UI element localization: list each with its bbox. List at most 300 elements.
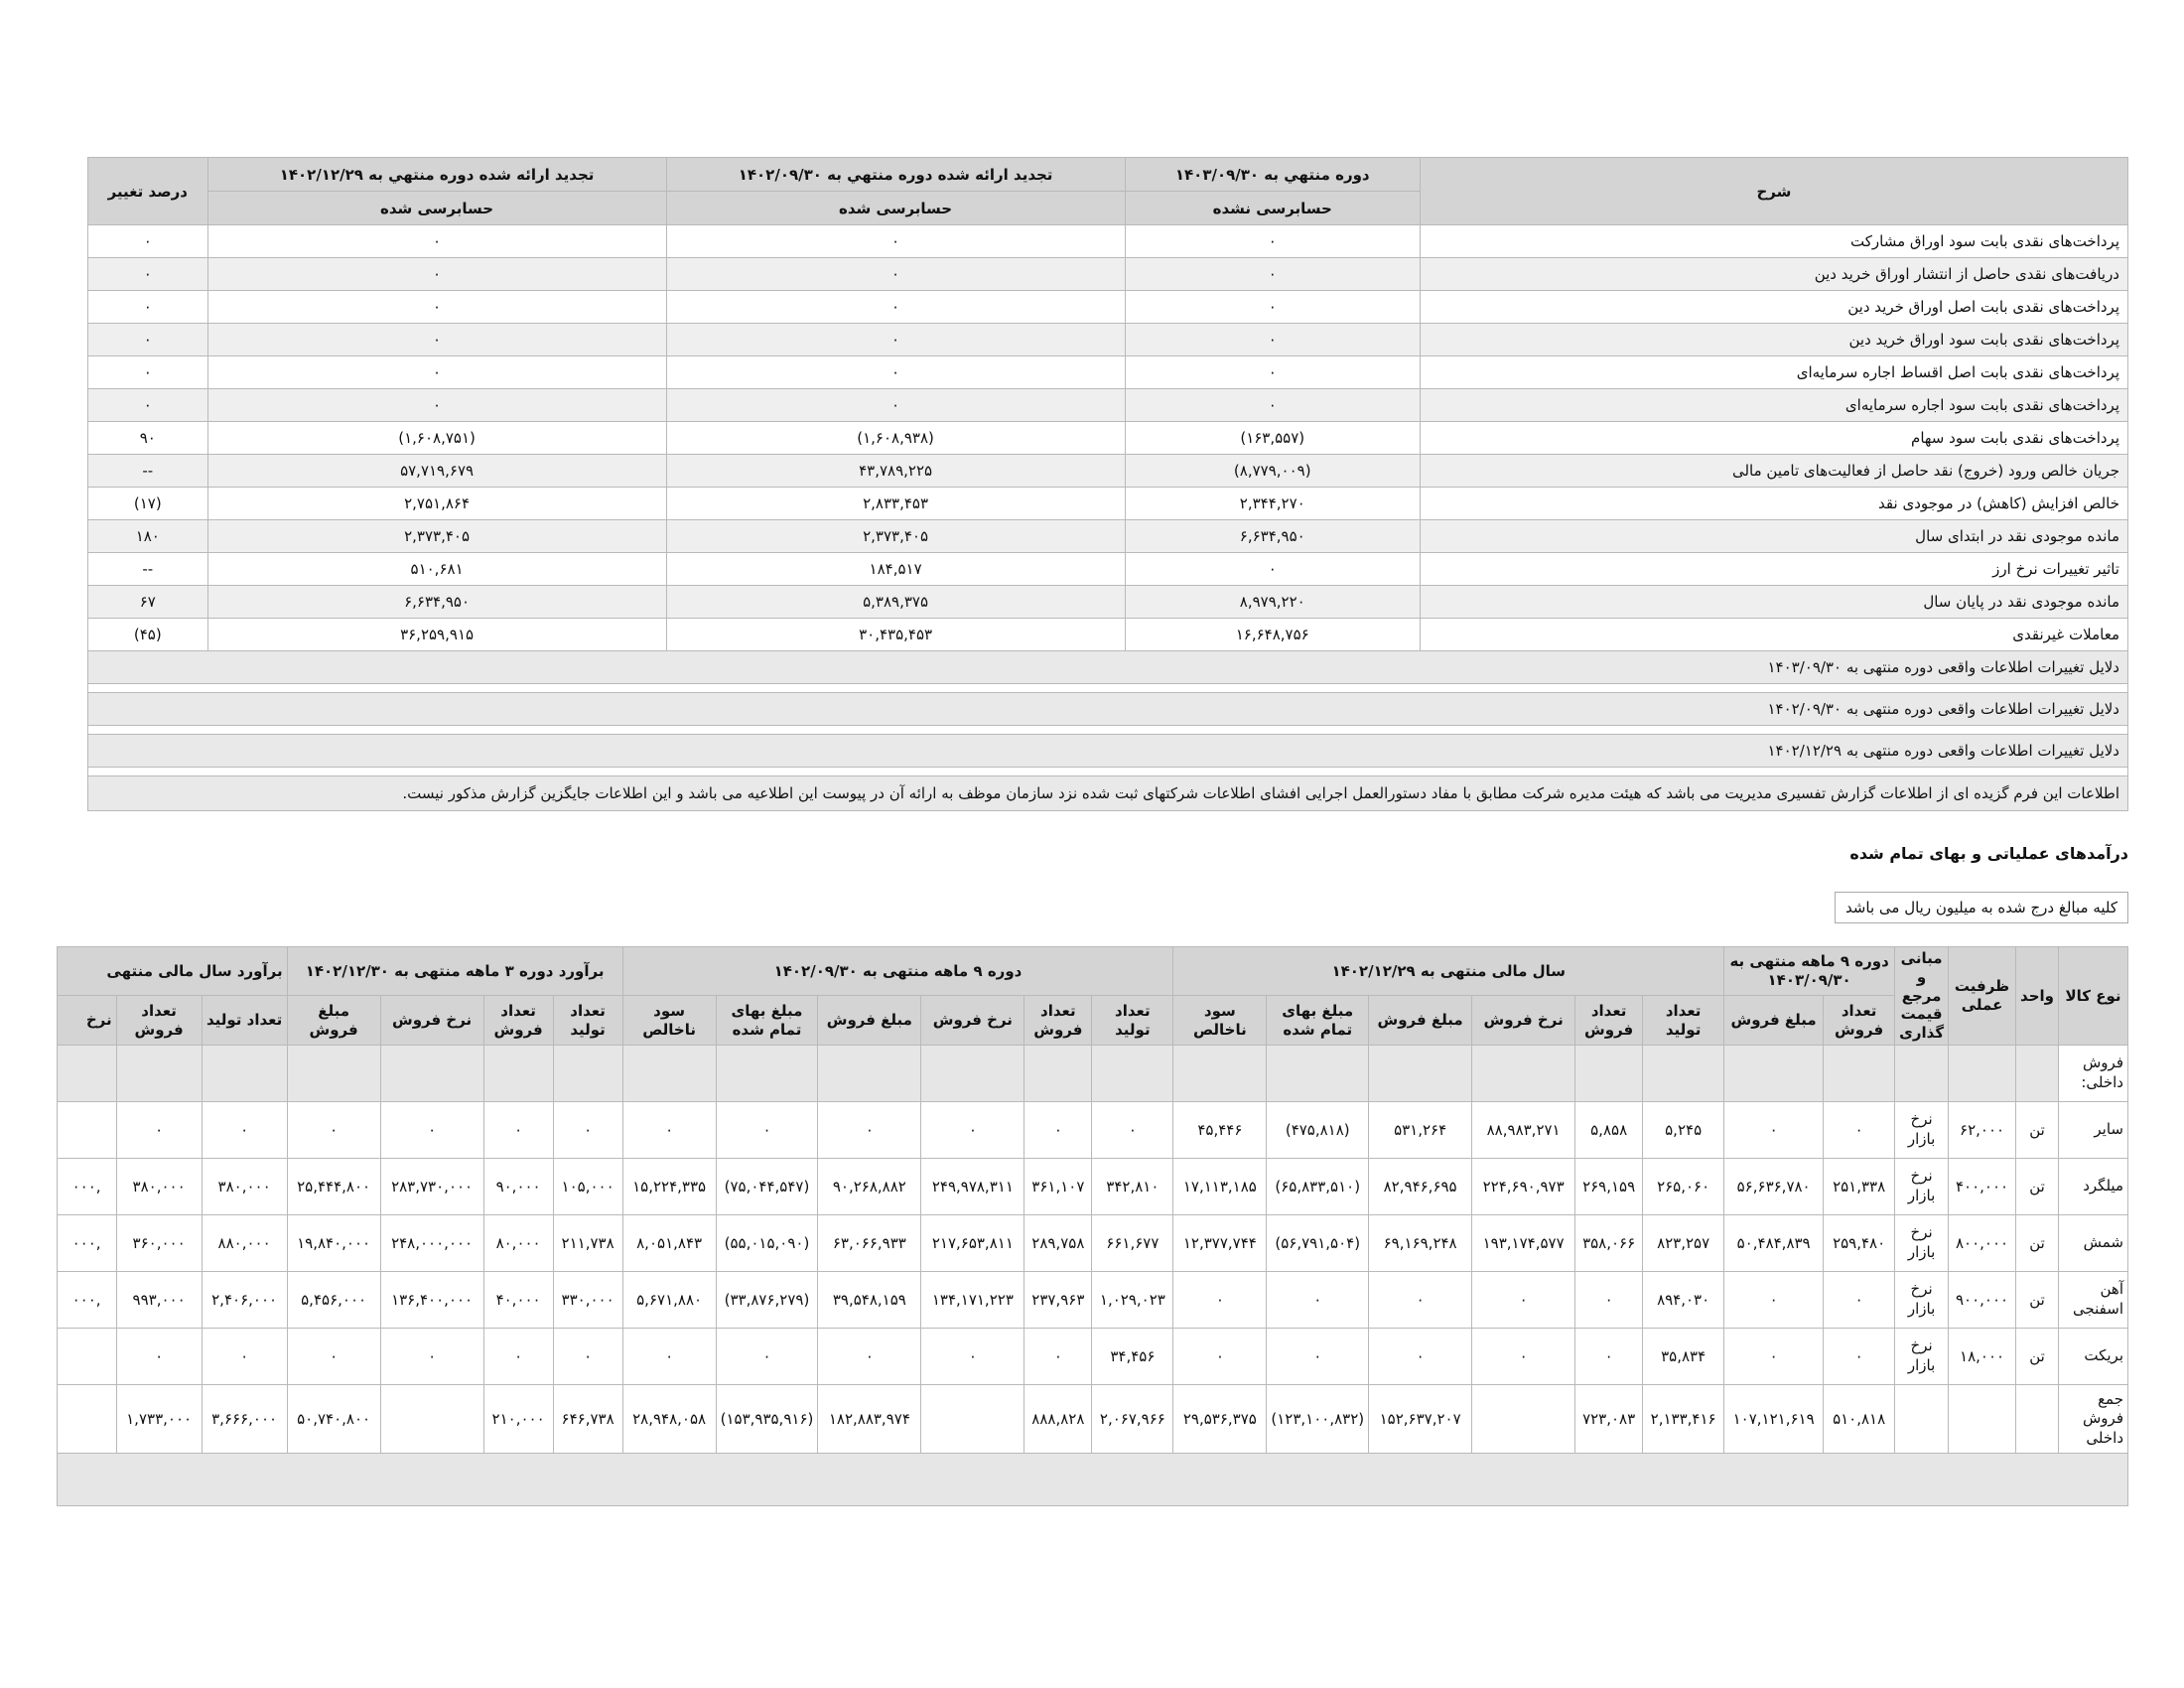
empty-cell bbox=[1824, 1045, 1895, 1101]
cell-c4: -- bbox=[88, 455, 208, 488]
cell-c1: ۲,۳۴۴,۲۷۰ bbox=[1125, 488, 1420, 520]
cell-a1: ۰ bbox=[1824, 1101, 1895, 1158]
cell-a2: ۰ bbox=[1724, 1101, 1824, 1158]
cell-a2: ۰ bbox=[1724, 1271, 1824, 1328]
total-c2: ۸۸۸,۸۲۸ bbox=[1024, 1384, 1092, 1453]
product-name: میلگرد bbox=[2059, 1158, 2128, 1214]
cell-c4: (۱۷) bbox=[88, 488, 208, 520]
total-c1: ۲,۰۶۷,۹۶۶ bbox=[1092, 1384, 1173, 1453]
total-e1: ۳,۶۶۶,۰۰۰ bbox=[202, 1384, 287, 1453]
empty-cell bbox=[380, 1045, 483, 1101]
cell-d1: ۱۰۵,۰۰۰ bbox=[553, 1158, 622, 1214]
cashflow-row bbox=[88, 619, 2128, 651]
total-b4: ۱۵۲,۶۳۷,۲۰۷ bbox=[1369, 1384, 1472, 1453]
cell-c4: ۰ bbox=[88, 324, 208, 356]
cell-b4: ۵۳۱,۲۶۴ bbox=[1369, 1101, 1472, 1158]
cell-e2: ۰ bbox=[116, 1101, 202, 1158]
price-reference: نرخ بازار bbox=[1895, 1328, 1949, 1384]
footer-cell bbox=[57, 1453, 2127, 1505]
cell-b4: ۰ bbox=[1369, 1328, 1472, 1384]
cell-d1: ۳۳۰,۰۰۰ bbox=[553, 1271, 622, 1328]
row-desc: پرداخت‌های نقدی بابت اصل اقساط اجاره سرمایه‌ای bbox=[1420, 356, 2127, 389]
cell-b1: ۳۵,۸۳۴ bbox=[1643, 1328, 1724, 1384]
price-reference: نرخ بازار bbox=[1895, 1101, 1949, 1158]
empty-cell bbox=[2016, 1045, 2059, 1101]
cashflow-row bbox=[88, 356, 2128, 389]
header-sales-qty: تعداد فروش bbox=[1824, 996, 1895, 1045]
cell-a2: ۵۶,۶۳۶,۷۸۰ bbox=[1724, 1158, 1824, 1214]
total-b2: ۷۲۳,۰۸۳ bbox=[1575, 1384, 1643, 1453]
cell-c6: ۰ bbox=[622, 1328, 716, 1384]
cell-c3: ۰ bbox=[207, 389, 666, 422]
cell-c5: (۷۵,۰۴۴,۵۴۷) bbox=[716, 1158, 818, 1214]
change-reason-input[interactable] bbox=[88, 726, 2128, 735]
change-reason-row bbox=[88, 693, 2128, 726]
cell-a1: ۰ bbox=[1824, 1271, 1895, 1328]
empty-cell bbox=[2016, 1384, 2059, 1453]
cell-b5: (۶۵,۸۳۳,۵۱۰) bbox=[1267, 1158, 1369, 1214]
cell-b3: ۰ bbox=[1472, 1271, 1575, 1328]
revenue-table-container[interactable] bbox=[38, 946, 2128, 1552]
cashflow-row bbox=[88, 520, 2128, 553]
cell-c2: (۱,۶۰۸,۹۳۸) bbox=[666, 422, 1125, 455]
header-group-9m-1403: دوره ۹ ماهه منتهی به ۱۴۰۳/۰۹/۳۰ bbox=[1724, 947, 1895, 996]
cell-d4: ۵,۴۵۶,۰۰۰ bbox=[287, 1271, 380, 1328]
cell-d4: ۱۹,۸۴۰,۰۰۰ bbox=[287, 1214, 380, 1271]
cashflow-row bbox=[88, 488, 2128, 520]
total-b1: ۲,۱۳۳,۴۱۶ bbox=[1643, 1384, 1724, 1453]
cell-b3: ۸۸,۹۸۳,۲۷۱ bbox=[1472, 1101, 1575, 1158]
cell-c4: ۰ bbox=[818, 1101, 921, 1158]
cell-b5: ۰ bbox=[1267, 1328, 1369, 1384]
row-desc: جریان خالص ورود (خروج) نقد حاصل از فعالیت‌های تامین مالی bbox=[1420, 455, 2127, 488]
product-unit: تن bbox=[2016, 1158, 2059, 1214]
cell-c1: ۳۴۲,۸۱۰ bbox=[1092, 1158, 1173, 1214]
product-capacity: ۹۰۰,۰۰۰ bbox=[1949, 1271, 2016, 1328]
cell-c5: (۳۳,۸۷۶,۲۷۹) bbox=[716, 1271, 818, 1328]
price-reference: نرخ بازار bbox=[1895, 1214, 1949, 1271]
cell-b2: ۳۵۸,۰۶۶ bbox=[1575, 1214, 1643, 1271]
cell-e3: ,۰۰۰ bbox=[57, 1271, 116, 1328]
section-title: درآمدهای عملیاتی و بهای تمام شده bbox=[1849, 844, 2128, 863]
cell-c3: ۲,۳۷۳,۴۰۵ bbox=[207, 520, 666, 553]
cell-c2: ۰ bbox=[666, 258, 1125, 291]
empty-cell bbox=[287, 1045, 380, 1101]
cashflow-row bbox=[88, 291, 2128, 324]
cell-c2: ۰ bbox=[666, 291, 1125, 324]
total-d2: ۲۱۰,۰۰۰ bbox=[483, 1384, 553, 1453]
empty-cell bbox=[1092, 1045, 1173, 1101]
empty-cell bbox=[1575, 1045, 1643, 1101]
cell-c1: ۶۶۱,۶۷۷ bbox=[1092, 1214, 1173, 1271]
cell-a1: ۰ bbox=[1824, 1328, 1895, 1384]
cell-c4: ۰ bbox=[88, 291, 208, 324]
cell-d2: ۹۰,۰۰۰ bbox=[483, 1158, 553, 1214]
price-reference: نرخ بازار bbox=[1895, 1158, 1949, 1214]
header-sales-amount: مبلغ فروش bbox=[1724, 996, 1824, 1045]
cell-e1: ۳۸۰,۰۰۰ bbox=[202, 1158, 287, 1214]
product-name: بریکت bbox=[2059, 1328, 2128, 1384]
cell-c4: (۴۵) bbox=[88, 619, 208, 651]
cell-c1: ۰ bbox=[1125, 356, 1420, 389]
cell-d3: ۰ bbox=[380, 1328, 483, 1384]
cell-b2: ۲۶۹,۱۵۹ bbox=[1575, 1158, 1643, 1214]
empty-cell bbox=[1724, 1045, 1824, 1101]
cell-e1: ۸۸۰,۰۰۰ bbox=[202, 1214, 287, 1271]
empty-cell bbox=[202, 1045, 287, 1101]
header-sales-amount: مبلغ فروش bbox=[818, 996, 921, 1045]
cell-c3: ۰ bbox=[921, 1101, 1024, 1158]
price-reference: نرخ بازار bbox=[1895, 1271, 1949, 1328]
cashflow-row bbox=[88, 422, 2128, 455]
cell-b6: ۱۷,۱۱۳,۱۸۵ bbox=[1173, 1158, 1267, 1214]
cell-e1: ۲,۴۰۶,۰۰۰ bbox=[202, 1271, 287, 1328]
cell-c6: ۱۵,۲۲۴,۳۳۵ bbox=[622, 1158, 716, 1214]
change-reason-value bbox=[88, 768, 2128, 776]
cash-flow-table bbox=[87, 157, 2128, 811]
cell-c2: ۰ bbox=[666, 389, 1125, 422]
cell-c3: ۲۴۹,۹۷۸,۳۱۱ bbox=[921, 1158, 1024, 1214]
cashflow-row bbox=[88, 225, 2128, 258]
cell-c1: (۱۶۳,۵۵۷) bbox=[1125, 422, 1420, 455]
row-desc: معاملات غیرنقدی bbox=[1420, 619, 2127, 651]
cell-c3: ۳۶,۲۵۹,۹۱۵ bbox=[207, 619, 666, 651]
cell-c3: ۲۱۷,۶۵۳,۸۱۱ bbox=[921, 1214, 1024, 1271]
cell-a2: ۰ bbox=[1724, 1328, 1824, 1384]
row-desc: پرداخت‌های نقدی بابت سود اوراق خرید دین bbox=[1420, 324, 2127, 356]
cell-b1: ۵,۲۴۵ bbox=[1643, 1101, 1724, 1158]
cell-a1: ۲۵۹,۴۸۰ bbox=[1824, 1214, 1895, 1271]
empty-cell bbox=[1173, 1045, 1267, 1101]
cell-c2: ۰ bbox=[1024, 1101, 1092, 1158]
product-name: سایر bbox=[2059, 1101, 2128, 1158]
total-e2: ۱,۷۳۳,۰۰۰ bbox=[116, 1384, 202, 1453]
cell-c1: ۶,۶۳۴,۹۵۰ bbox=[1125, 520, 1420, 553]
cell-b3: ۰ bbox=[1472, 1328, 1575, 1384]
cell-c3: ۲,۷۵۱,۸۶۴ bbox=[207, 488, 666, 520]
header-sales-qty: تعداد فروش bbox=[116, 996, 202, 1045]
product-unit: تن bbox=[2016, 1271, 2059, 1328]
header-group-year-estimate: برآورد سال مالی منتهی bbox=[57, 947, 287, 996]
change-reason-input[interactable] bbox=[88, 684, 2128, 693]
change-reason-label: دلایل تغییرات اطلاعات واقعی دوره منتهی به ۱۴۰۲/۰۹/۳۰ bbox=[88, 693, 2128, 726]
cell-a2: ۵۰,۴۸۴,۸۳۹ bbox=[1724, 1214, 1824, 1271]
cell-e3: ,۰۰۰ bbox=[57, 1214, 116, 1271]
empty-cell bbox=[716, 1045, 818, 1101]
cell-b1: ۲۶۵,۰۶۰ bbox=[1643, 1158, 1724, 1214]
cell-c2: ۲۸۹,۷۵۸ bbox=[1024, 1214, 1092, 1271]
row-desc: پرداخت‌های نقدی بابت سود اوراق مشارکت bbox=[1420, 225, 2127, 258]
cell-d1: ۰ bbox=[553, 1101, 622, 1158]
cell-c2: ۴۳,۷۸۹,۲۲۵ bbox=[666, 455, 1125, 488]
cell-d3: ۲۴۸,۰۰۰,۰۰۰ bbox=[380, 1214, 483, 1271]
cell-c3: ۱۳۴,۱۷۱,۲۲۳ bbox=[921, 1271, 1024, 1328]
cashflow-row bbox=[88, 553, 2128, 586]
empty-cell bbox=[116, 1045, 202, 1101]
header-group-9m-1402: دوره ۹ ماهه منتهی به ۱۴۰۲/۰۹/۳۰ bbox=[622, 947, 1173, 996]
cell-c6: ۵,۶۷۱,۸۸۰ bbox=[622, 1271, 716, 1328]
header-sales-amount: مبلغ فروش bbox=[1369, 996, 1472, 1045]
cell-d2: ۴۰,۰۰۰ bbox=[483, 1271, 553, 1328]
cell-c1: ۰ bbox=[1092, 1101, 1173, 1158]
cell-b1: ۸۹۴,۰۳۰ bbox=[1643, 1271, 1724, 1328]
cashflow-row bbox=[88, 455, 2128, 488]
total-a2: ۱۰۷,۱۲۱,۶۱۹ bbox=[1724, 1384, 1824, 1453]
empty-cell bbox=[553, 1045, 622, 1101]
change-reason-label: دلایل تغییرات اطلاعات واقعی دوره منتهی به ۱۴۰۲/۱۲/۲۹ bbox=[88, 735, 2128, 768]
header-unit: واحد bbox=[2016, 947, 2059, 1046]
product-unit: تن bbox=[2016, 1214, 2059, 1271]
cell-c4: ۰ bbox=[88, 225, 208, 258]
cell-c1: ۰ bbox=[1125, 258, 1420, 291]
cell-c3: ۰ bbox=[207, 291, 666, 324]
cell-c2: ۳۰,۴۳۵,۴۵۳ bbox=[666, 619, 1125, 651]
change-reason-row bbox=[88, 735, 2128, 768]
cell-c1: ۸,۹۷۹,۲۲۰ bbox=[1125, 586, 1420, 619]
cell-c1: ۰ bbox=[1125, 389, 1420, 422]
cell-c4: ۰ bbox=[88, 258, 208, 291]
cell-c4: ۹۰ bbox=[88, 422, 208, 455]
cell-c1: ۰ bbox=[1125, 553, 1420, 586]
empty-cell bbox=[57, 1045, 116, 1101]
revenue-table bbox=[57, 946, 2128, 1506]
disclaimer-text: اطلاعات این فرم گزیده ای از اطلاعات گزارش تفسیری مدیریت می باشد که هیئت مدیره شرکت مطابق با مفاد دستورالعمل اجرایی افشای اطلاعات شرکتهای ثبت شده نزد سازمان موظف به ارائه آن در پیوست این اطلاعیه می باشد و این اطلاعات جایگزین گزارش مذکور نیست. bbox=[88, 776, 2128, 811]
header-audit-status-3: حسابرسی شده bbox=[207, 192, 666, 225]
cell-d1: ۲۱۱,۷۳۸ bbox=[553, 1214, 622, 1271]
row-desc: خالص افزایش (کاهش) در موجودی نقد bbox=[1420, 488, 2127, 520]
cell-c6: ۰ bbox=[622, 1101, 716, 1158]
cell-c1: ۳۴,۴۵۶ bbox=[1092, 1328, 1173, 1384]
cell-c2: ۰ bbox=[666, 356, 1125, 389]
cell-c3: ۰ bbox=[207, 324, 666, 356]
section-row bbox=[57, 1045, 2127, 1101]
cell-e3 bbox=[57, 1101, 116, 1158]
header-product: نوع کالا bbox=[2059, 947, 2128, 1046]
total-b5: (۱۲۳,۱۰۰,۸۳۲) bbox=[1267, 1384, 1369, 1453]
cell-c1: ۰ bbox=[1125, 324, 1420, 356]
product-row bbox=[57, 1101, 2127, 1158]
cell-d4: ۰ bbox=[287, 1328, 380, 1384]
cell-c2: ۵,۳۸۹,۳۷۵ bbox=[666, 586, 1125, 619]
cell-c4: ۳۹,۵۴۸,۱۵۹ bbox=[818, 1271, 921, 1328]
header-audit-status-2: حسابرسی شده bbox=[666, 192, 1125, 225]
empty-cell bbox=[1369, 1045, 1472, 1101]
cashflow-row bbox=[88, 324, 2128, 356]
product-unit: تن bbox=[2016, 1328, 2059, 1384]
header-sales-amount: مبلغ فروش bbox=[287, 996, 380, 1045]
header-period-1403: دوره منتهي به ۱۴۰۳/۰۹/۳۰ bbox=[1125, 158, 1420, 192]
row-desc: پرداخت‌های نقدی بابت سود اجاره سرمایه‌ای bbox=[1420, 389, 2127, 422]
total-b3 bbox=[1472, 1384, 1575, 1453]
empty-cell bbox=[921, 1045, 1024, 1101]
cell-b2: ۵,۸۵۸ bbox=[1575, 1101, 1643, 1158]
cell-b2: ۰ bbox=[1575, 1271, 1643, 1328]
total-c6: ۲۸,۹۴۸,۰۵۸ bbox=[622, 1384, 716, 1453]
header-group-3m-estimate: برآورد دوره ۳ ماهه منتهی به ۱۴۰۲/۱۲/۳۰ bbox=[287, 947, 622, 996]
change-reason-input[interactable] bbox=[88, 768, 2128, 776]
cell-d2: ۰ bbox=[483, 1101, 553, 1158]
unit-note: کلیه مبالغ درج شده به میلیون ریال می باشد bbox=[1835, 892, 2128, 923]
header-cost: مبلغ بهای تمام شده bbox=[716, 996, 818, 1045]
cell-c4: -- bbox=[88, 553, 208, 586]
product-capacity: ۸۰۰,۰۰۰ bbox=[1949, 1214, 2016, 1271]
cashflow-row bbox=[88, 586, 2128, 619]
cell-c5: ۰ bbox=[716, 1328, 818, 1384]
cell-c2: ۲۳۷,۹۶۳ bbox=[1024, 1271, 1092, 1328]
empty-cell bbox=[1949, 1045, 2016, 1101]
cell-c4: ۰ bbox=[818, 1328, 921, 1384]
cell-c2: ۱۸۴,۵۱۷ bbox=[666, 553, 1125, 586]
cell-c4: ۹۰,۲۶۸,۸۸۲ bbox=[818, 1158, 921, 1214]
cell-c1: (۸,۷۷۹,۰۰۹) bbox=[1125, 455, 1420, 488]
header-production-qty: تعداد تولید bbox=[553, 996, 622, 1045]
product-capacity: ۶۲,۰۰۰ bbox=[1949, 1101, 2016, 1158]
cell-c4: ۰ bbox=[88, 356, 208, 389]
empty-cell bbox=[1267, 1045, 1369, 1101]
cell-c4: ۱۸۰ bbox=[88, 520, 208, 553]
header-sales-qty: تعداد فروش bbox=[1575, 996, 1643, 1045]
header-sales-qty: تعداد فروش bbox=[1024, 996, 1092, 1045]
header-rate: نرخ bbox=[57, 996, 116, 1045]
header-change-percent: درصد تغییر bbox=[88, 158, 208, 225]
cell-e1: ۰ bbox=[202, 1328, 287, 1384]
cell-c3: ۵۱۰,۶۸۱ bbox=[207, 553, 666, 586]
cell-c1: ۱۶,۶۴۸,۷۵۶ bbox=[1125, 619, 1420, 651]
header-sales-qty: تعداد فروش bbox=[483, 996, 553, 1045]
cell-c3: ۰ bbox=[921, 1328, 1024, 1384]
total-d3 bbox=[380, 1384, 483, 1453]
row-desc: دریافت‌های نقدی حاصل از انتشار اوراق خرید دین bbox=[1420, 258, 2127, 291]
header-price-reference: مبانی و مرجع قیمت گذاری bbox=[1895, 947, 1949, 1046]
cell-b6: ۰ bbox=[1173, 1271, 1267, 1328]
cell-b5: (۴۷۵,۸۱۸) bbox=[1267, 1101, 1369, 1158]
cell-c3: ۰ bbox=[207, 356, 666, 389]
cell-c3: ۶,۶۳۴,۹۵۰ bbox=[207, 586, 666, 619]
cell-e2: ۰ bbox=[116, 1328, 202, 1384]
row-desc: پرداخت‌های نقدی بابت سود سهام bbox=[1420, 422, 2127, 455]
cell-d2: ۰ bbox=[483, 1328, 553, 1384]
cell-c3: ۰ bbox=[207, 258, 666, 291]
empty-cell bbox=[1024, 1045, 1092, 1101]
cashflow-row bbox=[88, 258, 2128, 291]
cell-c5: (۵۵,۰۱۵,۰۹۰) bbox=[716, 1214, 818, 1271]
header-sales-rate: نرخ فروش bbox=[921, 996, 1024, 1045]
empty-cell bbox=[818, 1045, 921, 1101]
cell-b6: ۴۵,۴۴۶ bbox=[1173, 1101, 1267, 1158]
product-row bbox=[57, 1214, 2127, 1271]
header-period-1402-12: تجدید ارائه شده دوره منتهي به ۱۴۰۲/۱۲/۲۹ bbox=[207, 158, 666, 192]
section-label: فروش داخلی: bbox=[2059, 1045, 2128, 1101]
product-row bbox=[57, 1328, 2127, 1384]
empty-cell bbox=[622, 1045, 716, 1101]
product-capacity: ۱۸,۰۰۰ bbox=[1949, 1328, 2016, 1384]
header-gross-profit: سود ناخالص bbox=[622, 996, 716, 1045]
cell-c2: ۰ bbox=[666, 324, 1125, 356]
total-c5: (۱۵۳,۹۳۵,۹۱۶) bbox=[716, 1384, 818, 1453]
product-row bbox=[57, 1271, 2127, 1328]
disclaimer-row bbox=[88, 776, 2128, 811]
cell-b3: ۲۲۴,۶۹۰,۹۷۳ bbox=[1472, 1158, 1575, 1214]
cell-d4: ۲۵,۴۴۴,۸۰۰ bbox=[287, 1158, 380, 1214]
total-c4: ۱۸۲,۸۸۳,۹۷۴ bbox=[818, 1384, 921, 1453]
empty-cell bbox=[483, 1045, 553, 1101]
cell-e2: ۳۸۰,۰۰۰ bbox=[116, 1158, 202, 1214]
header-desc: شرح bbox=[1420, 158, 2127, 225]
header-sales-rate: نرخ فروش bbox=[1472, 996, 1575, 1045]
cell-b5: ۰ bbox=[1267, 1271, 1369, 1328]
change-reason-value bbox=[88, 684, 2128, 693]
change-reason-label: دلایل تغییرات اطلاعات واقعی دوره منتهی به ۱۴۰۳/۰۹/۳۰ bbox=[88, 651, 2128, 684]
header-period-1402-09: تجدید ارائه شده دوره منتهي به ۱۴۰۲/۰۹/۳۰ bbox=[666, 158, 1125, 192]
header-production-qty: تعداد تولید bbox=[1092, 996, 1173, 1045]
cell-d3: ۰ bbox=[380, 1101, 483, 1158]
cell-c4: ۶۷ bbox=[88, 586, 208, 619]
header-production-qty: تعداد تولید bbox=[1643, 996, 1724, 1045]
cell-b4: ۸۲,۹۴۶,۶۹۵ bbox=[1369, 1158, 1472, 1214]
cashflow-row bbox=[88, 389, 2128, 422]
product-unit: تن bbox=[2016, 1101, 2059, 1158]
empty-cell bbox=[1895, 1045, 1949, 1101]
cell-c2: ۳۶۱,۱۰۷ bbox=[1024, 1158, 1092, 1214]
cell-c2: ۲,۸۳۳,۴۵۳ bbox=[666, 488, 1125, 520]
product-row bbox=[57, 1158, 2127, 1214]
cell-c3: (۱,۶۰۸,۷۵۱) bbox=[207, 422, 666, 455]
cell-e3: ,۰۰۰ bbox=[57, 1158, 116, 1214]
header-audit-status-1: حسابرسی نشده bbox=[1125, 192, 1420, 225]
total-label: جمع فروش داخلی bbox=[2059, 1384, 2128, 1453]
cell-b6: ۱۲,۳۷۷,۷۴۴ bbox=[1173, 1214, 1267, 1271]
total-row bbox=[57, 1384, 2127, 1453]
cell-c6: ۸,۰۵۱,۸۴۳ bbox=[622, 1214, 716, 1271]
cell-c1: ۰ bbox=[1125, 291, 1420, 324]
cell-b6: ۰ bbox=[1173, 1328, 1267, 1384]
cell-c1: ۱,۰۲۹,۰۲۳ bbox=[1092, 1271, 1173, 1328]
product-capacity: ۴۰۰,۰۰۰ bbox=[1949, 1158, 2016, 1214]
header-group-year-1402: سال مالی منتهی به ۱۴۰۲/۱۲/۲۹ bbox=[1173, 947, 1724, 996]
cell-b1: ۸۲۳,۲۵۷ bbox=[1643, 1214, 1724, 1271]
row-desc: مانده موجودی نقد در ابتدای سال bbox=[1420, 520, 2127, 553]
cell-c3: ۰ bbox=[207, 225, 666, 258]
cell-e2: ۹۹۳,۰۰۰ bbox=[116, 1271, 202, 1328]
cell-b5: (۵۶,۷۹۱,۵۰۴) bbox=[1267, 1214, 1369, 1271]
cell-d2: ۸۰,۰۰۰ bbox=[483, 1214, 553, 1271]
cell-b2: ۰ bbox=[1575, 1328, 1643, 1384]
header-cost: مبلغ بهای تمام شده bbox=[1267, 996, 1369, 1045]
change-reason-value bbox=[88, 726, 2128, 735]
header-production-qty: تعداد تولید bbox=[202, 996, 287, 1045]
footer-row bbox=[57, 1453, 2127, 1505]
header-sales-rate: نرخ فروش bbox=[380, 996, 483, 1045]
cell-e3 bbox=[57, 1328, 116, 1384]
cell-a1: ۲۵۱,۳۳۸ bbox=[1824, 1158, 1895, 1214]
cell-c2: ۲,۳۷۳,۴۰۵ bbox=[666, 520, 1125, 553]
empty-cell bbox=[1895, 1384, 1949, 1453]
cell-d3: ۲۸۳,۷۳۰,۰۰۰ bbox=[380, 1158, 483, 1214]
cell-d4: ۰ bbox=[287, 1101, 380, 1158]
cell-c3: ۵۷,۷۱۹,۶۷۹ bbox=[207, 455, 666, 488]
empty-cell bbox=[1643, 1045, 1724, 1101]
empty-cell bbox=[1949, 1384, 2016, 1453]
cell-c2: ۰ bbox=[666, 225, 1125, 258]
cell-e2: ۳۶۰,۰۰۰ bbox=[116, 1214, 202, 1271]
row-desc: مانده موجودی نقد در پایان سال bbox=[1420, 586, 2127, 619]
cell-e1: ۰ bbox=[202, 1101, 287, 1158]
total-a1: ۵۱۰,۸۱۸ bbox=[1824, 1384, 1895, 1453]
row-desc: تاثیر تغییرات نرخ ارز bbox=[1420, 553, 2127, 586]
total-c3 bbox=[921, 1384, 1024, 1453]
cell-c1: ۰ bbox=[1125, 225, 1420, 258]
product-name: آهن اسفنجی bbox=[2059, 1271, 2128, 1328]
